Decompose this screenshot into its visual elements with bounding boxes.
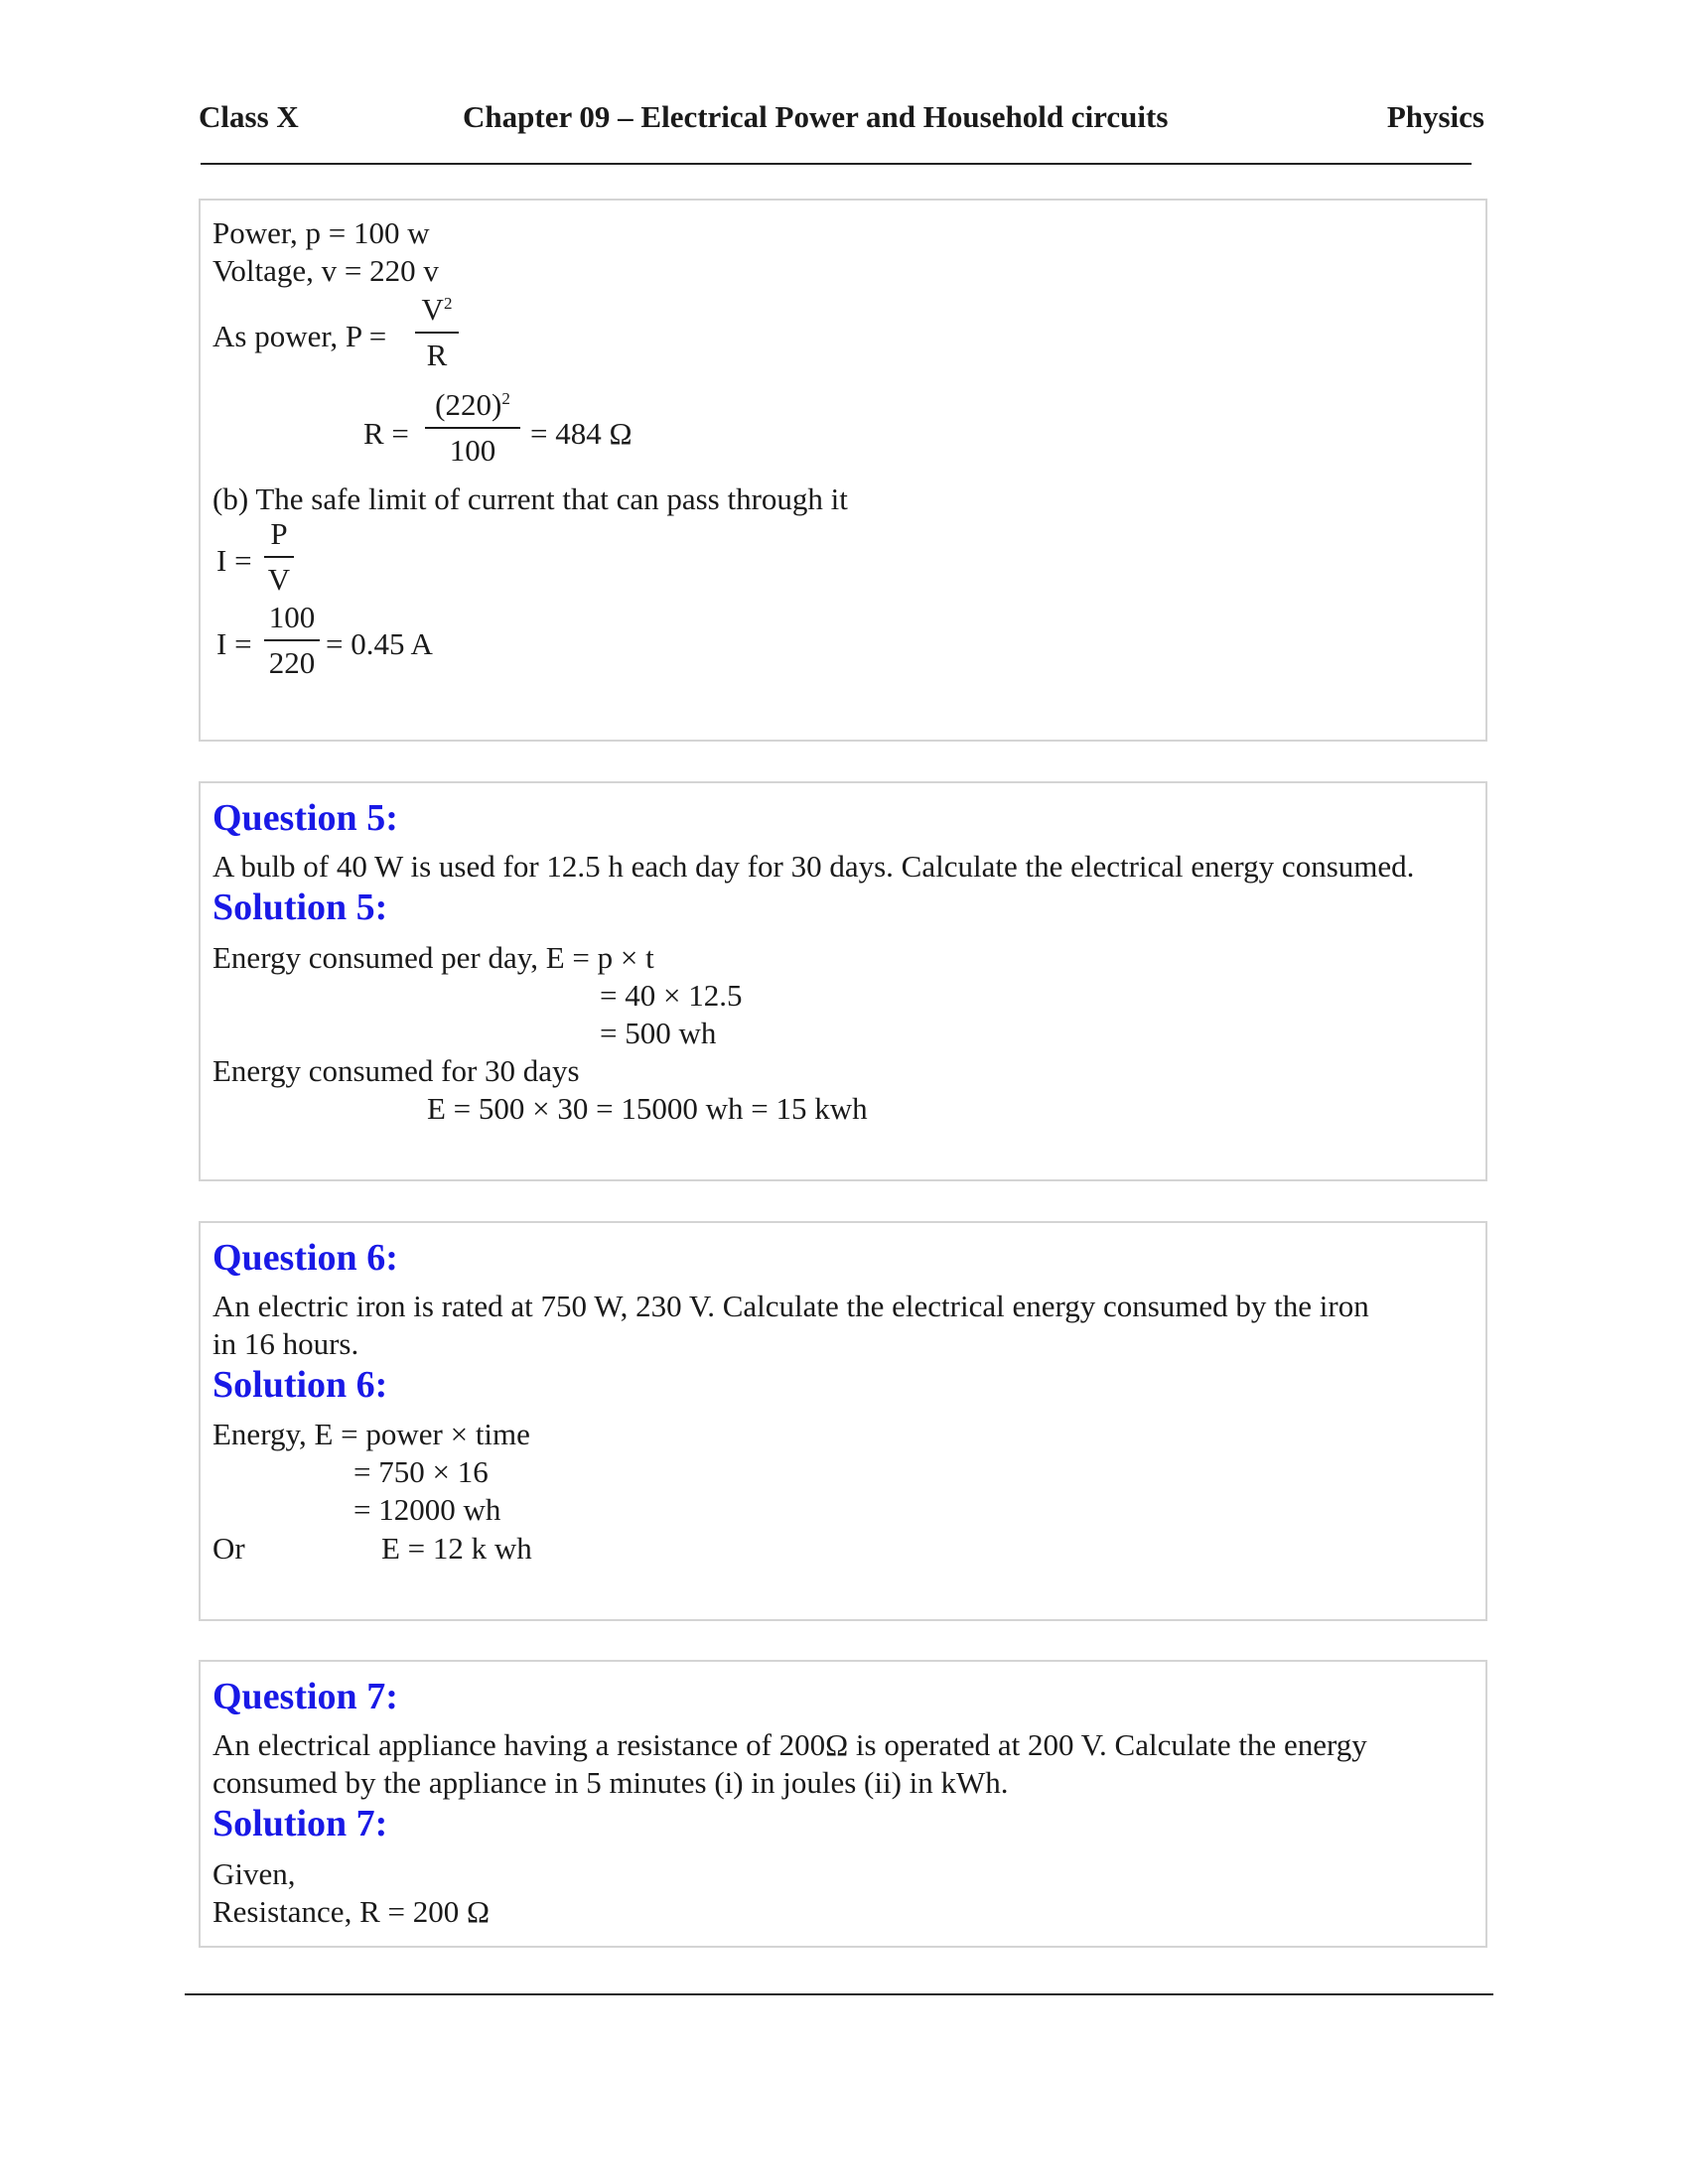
i-equals-label-2: I = bbox=[216, 626, 252, 661]
power-line: Power, p = 100 w bbox=[212, 215, 430, 250]
current-result: = 0.45 A bbox=[326, 626, 433, 661]
fraction-denominator: 220 bbox=[268, 645, 316, 680]
header-chapter-title: Chapter 09 – Electrical Power and Household circuits bbox=[463, 99, 1169, 134]
fraction-bar bbox=[264, 639, 320, 641]
question-7-title: Question 7: bbox=[212, 1676, 398, 1717]
fraction-100-over-220 bbox=[264, 600, 320, 681]
question-6-text-line-1: An electric iron is rated at 750 W, 230 V. Calculate the electrical energy consumed by the iron bbox=[212, 1289, 1369, 1323]
solution-5-line-5: E = 500 × 30 = 15000 wh = 15 kwh bbox=[427, 1091, 868, 1126]
solution-6-line-4: E = 12 k wh bbox=[381, 1531, 532, 1566]
question-7-text-line-1: An electrical appliance having a resistance of 200Ω is operated at 200 V. Calculate the energy bbox=[212, 1727, 1367, 1762]
solution-7-line-1: Given, bbox=[212, 1856, 296, 1891]
part-b-line: (b) The safe limit of current that can pass through it bbox=[212, 481, 848, 516]
solution-7-line-2: Resistance, R = 200 Ω bbox=[212, 1894, 491, 1929]
question-6-title: Question 6: bbox=[212, 1237, 398, 1279]
as-power-label: As power, P = bbox=[212, 319, 387, 353]
solution-6-or: Or bbox=[212, 1531, 245, 1566]
question-5-title: Question 5: bbox=[212, 797, 398, 839]
fraction-denominator: V bbox=[267, 562, 291, 597]
footer-divider bbox=[185, 1993, 1493, 1995]
solution-6-title: Solution 6: bbox=[212, 1364, 388, 1406]
question-6-text-line-2: in 16 hours. bbox=[212, 1326, 359, 1361]
header-divider bbox=[201, 163, 1472, 165]
fraction-numerator: $V^2$ bbox=[421, 292, 453, 327]
fraction-numerator: P bbox=[270, 516, 288, 551]
solution-5-line-4: Energy consumed for 30 days bbox=[212, 1053, 580, 1088]
solution-6-line-3: = 12000 wh bbox=[353, 1492, 501, 1527]
i-equals-label: I = bbox=[216, 543, 252, 578]
fraction-bar bbox=[425, 427, 520, 429]
solution-5-line-1: Energy consumed per day, E = p × t bbox=[212, 940, 654, 975]
r-equals-label: R = bbox=[363, 416, 409, 451]
solution-6-line-1: Energy, E = power × time bbox=[212, 1417, 530, 1451]
fraction-numerator: $(220)^2$ bbox=[435, 387, 510, 422]
fraction-numerator: 100 bbox=[268, 600, 316, 634]
fraction-bar bbox=[415, 332, 459, 334]
solution-6-line-2: = 750 × 16 bbox=[353, 1454, 489, 1489]
header-subject: Physics bbox=[1386, 99, 1484, 134]
solution-5-title: Solution 5: bbox=[212, 887, 388, 928]
fraction-220sq-over-100 bbox=[425, 387, 520, 469]
question-5-text: A bulb of 40 W is used for 12.5 h each day for 30 days. Calculate the electrical energy consumed. bbox=[212, 849, 1415, 884]
header-class: Class X bbox=[199, 99, 299, 134]
solution-5-line-2: = 40 × 12.5 bbox=[600, 978, 743, 1013]
solution-5-line-3: = 500 wh bbox=[600, 1016, 717, 1050]
fraction-denominator: 100 bbox=[449, 433, 496, 468]
fraction-bar bbox=[264, 556, 294, 558]
fraction-v2-over-r bbox=[415, 292, 459, 373]
question-7-text-line-2: consumed by the appliance in 5 minutes (i) in joules (ii) in kWh. bbox=[212, 1765, 1009, 1800]
resistance-result: = 484 Ω bbox=[530, 416, 633, 451]
fraction-denominator: R bbox=[426, 338, 448, 372]
solution-7-title: Solution 7: bbox=[212, 1803, 388, 1844]
fraction-p-over-v bbox=[264, 516, 294, 598]
voltage-line: Voltage, v = 220 v bbox=[212, 253, 439, 288]
